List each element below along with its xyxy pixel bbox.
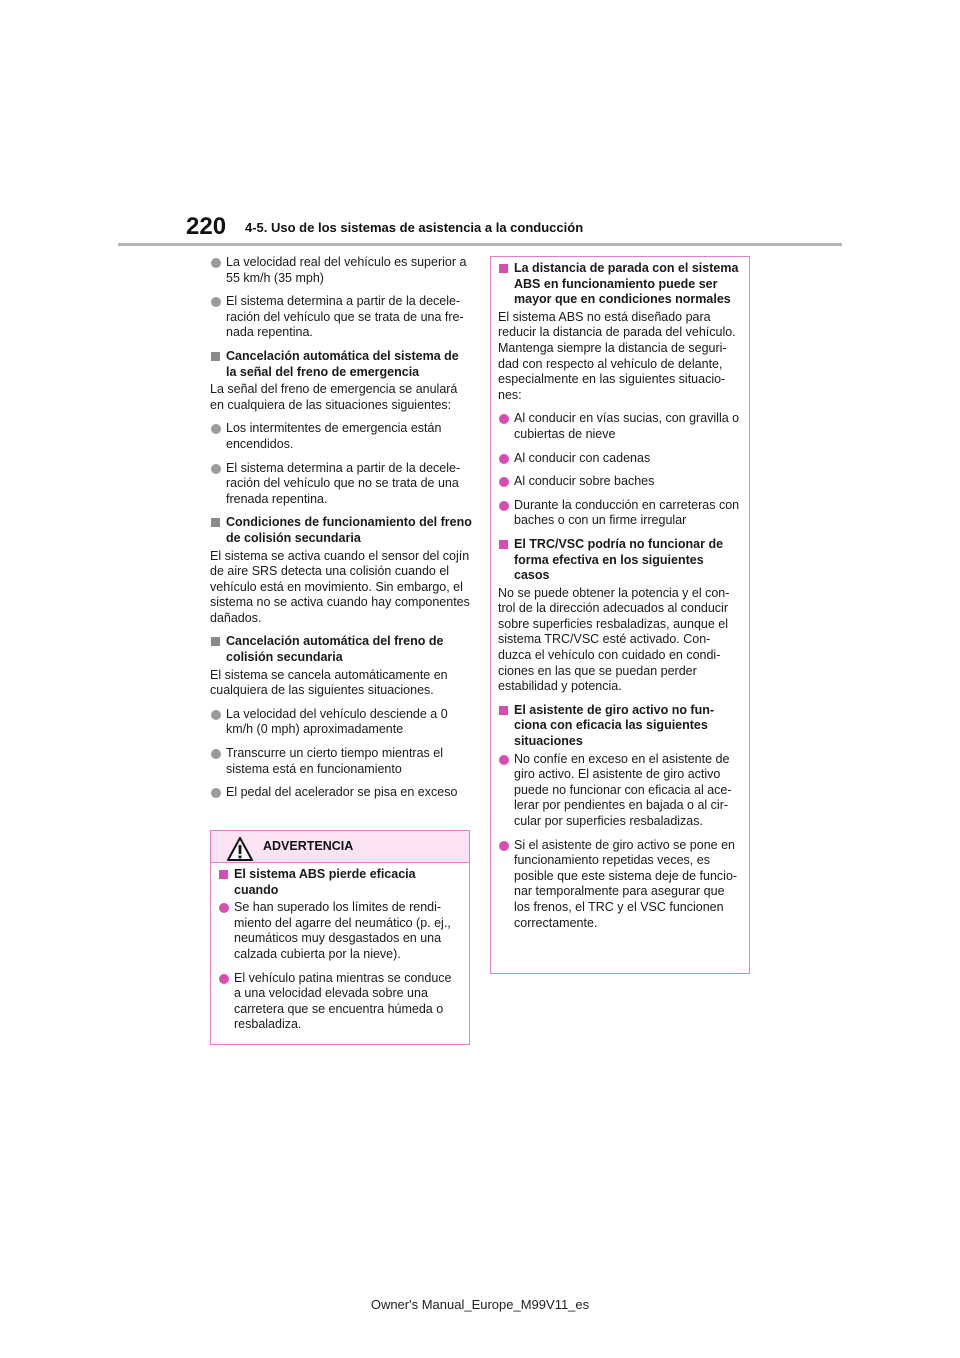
left-column: [210, 255, 472, 809]
list-item: Al conducir con cadenas: [498, 451, 741, 467]
list-item: Si el asistente de giro activo se pone en funcionamiento repetidas veces, es posible que este sistema deje de funcio-nar temporalmente para asegurar que los frenos, el TRC y el VSC funcionen correctamente.: [498, 838, 741, 932]
warning-triangle-icon: [227, 837, 253, 861]
warning-heading: El sistema ABS pierde eficacia cuando: [218, 867, 461, 898]
list-item: Se han superado los límites de rendi-miento del agarre del neumático (p. ej., neumáticos muy desgastados en una calzada cubierta por la nieve).: [218, 900, 461, 962]
section-title: 4-5. Uso de los sistemas de asistencia a la conducción: [245, 220, 584, 235]
list-item: El pedal del acelerador se pisa en exceso: [210, 785, 472, 801]
subsection-heading: El asistente de giro activo no fun-ciona con eficacia las siguientes situaciones: [498, 703, 741, 750]
list-item: Al conducir sobre baches: [498, 474, 741, 490]
list-item: Durante la conducción en carreteras con baches o con un firme irregular: [498, 498, 741, 529]
subsection-heading: La distancia de parada con el sistema ABS en funcionamiento puede ser mayor que en condiciones normales: [498, 261, 741, 308]
page-number: 220: [186, 213, 227, 240]
paragraph: El sistema se cancela automáticamente en cualquiera de las siguientes situaciones.: [210, 667, 448, 698]
header-divider: [118, 243, 842, 246]
warning-title: ADVERTENCIA: [263, 839, 354, 853]
list-item: Los intermitentes de emergencia están encendidos.: [210, 421, 472, 452]
subsection-heading: Cancelación automática del freno de colisión secundaria: [210, 634, 472, 665]
list-item: Transcurre un cierto tiempo mientras el sistema está en funcionamiento: [210, 746, 472, 777]
warning-box: [210, 830, 470, 1045]
paragraph: No se puede obtener la potencia y el con-trol de la dirección adecuados al conducir sobre superficies resbaladizas, aunque el sistema TRC/VSC esté activado. Con-duzca el vehículo con cuidado en condi-ciones en las que se puedan perder estabilidad y potencia.: [498, 585, 730, 694]
list-item: El sistema determina a partir de la decele-ración del vehículo que no se trata de una frenada repentina.: [210, 461, 472, 508]
warning-header: [211, 831, 469, 863]
list-item: La velocidad real del vehículo es superior a 55 km/h (35 mph): [210, 255, 472, 286]
paragraph: El sistema ABS no está diseñado para reducir la distancia de parada del vehículo. Mantenga siempre la distancia de seguri-dad con respecto al vehículo de delante, especialmente en las siguientes situacio-nes:: [498, 309, 736, 402]
subsection-heading: Condiciones de funcionamiento del freno de colisión secundaria: [210, 515, 472, 546]
warning-body: [211, 863, 469, 1033]
list-item: El vehículo patina mientras se conduce a una velocidad elevada sobre una carretera que se encuentra húmeda o resbaladiza.: [218, 971, 461, 1033]
paragraph: La señal del freno de emergencia se anulará en cualquiera de las situaciones siguientes:: [210, 382, 458, 412]
subsection-heading: El TRC/VSC podría no funcionar de forma efectiva en los siguientes casos: [498, 537, 741, 584]
list-item: No confíe en exceso en el asistente de giro activo. El asistente de giro activo puede no funcionar con eficacia al ace-lerar por pendientes en bajada o al cir-cular por superficies resbaladizas.: [498, 752, 741, 830]
footer-text: Owner's Manual_Europe_M99V11_es: [370, 1297, 590, 1312]
list-item: El sistema determina a partir de la decele-ración del vehículo que se trata de una fre-nada repentina.: [210, 294, 472, 341]
list-item: Al conducir en vías sucias, con gravilla o cubiertas de nieve: [498, 411, 741, 442]
info-box: [490, 256, 750, 974]
subsection-heading: Cancelación automática del sistema de la señal del freno de emergencia: [210, 349, 472, 380]
list-item: La velocidad del vehículo desciende a 0 km/h (0 mph) aproximadamente: [210, 707, 472, 738]
paragraph: El sistema se activa cuando el sensor del cojín de aire SRS detecta una colisión cuando el vehículo está en movimiento. Sin embargo, el sistema no se activa cuando hay componentes dañados.: [210, 548, 470, 625]
